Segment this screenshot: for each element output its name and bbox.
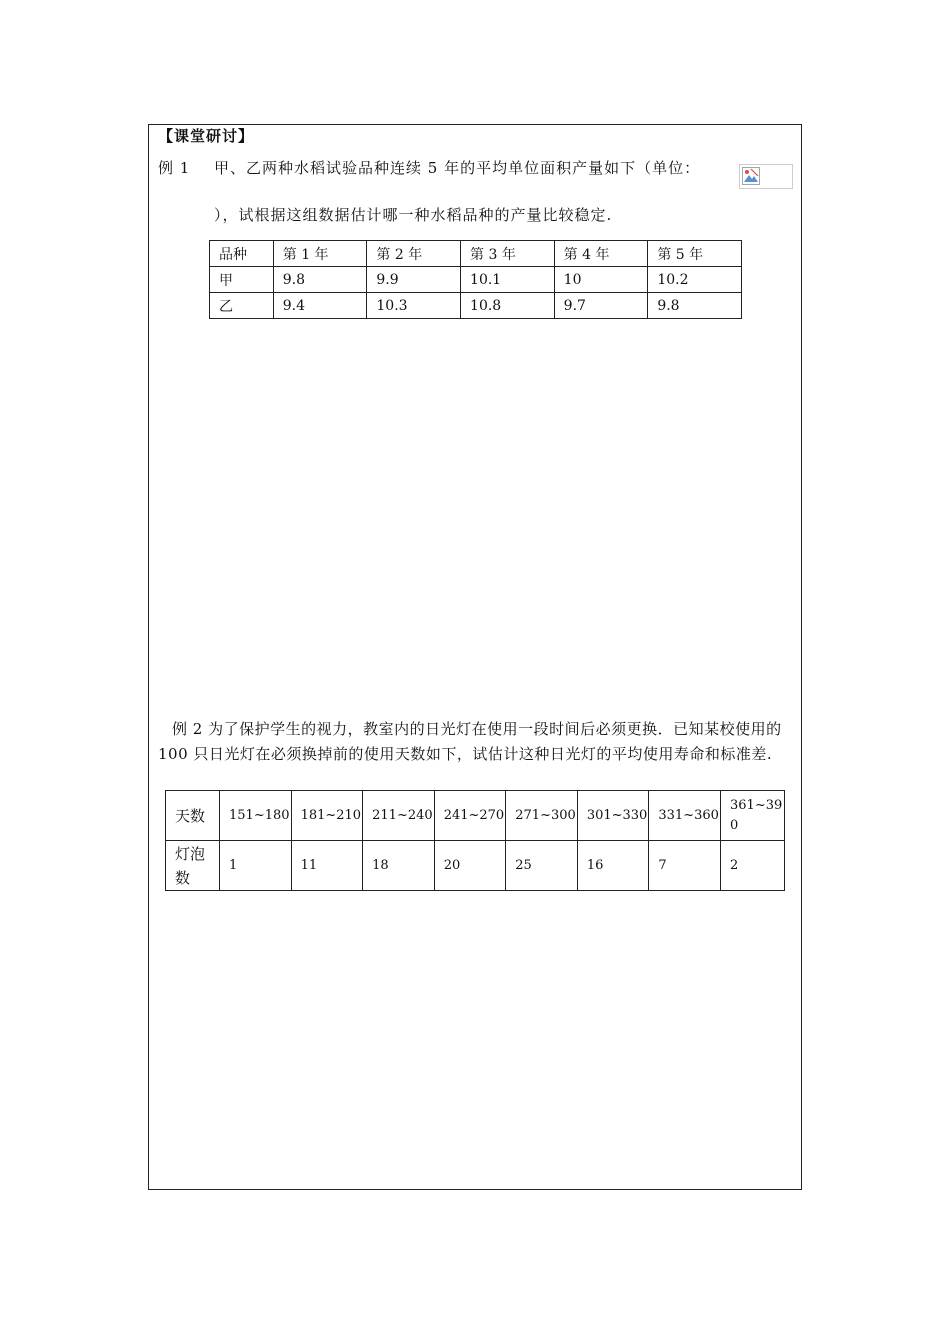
example1-line1	[158, 157, 700, 178]
table-cell: 1	[220, 841, 292, 891]
table-cell: 甲	[210, 267, 274, 293]
table-cell: 10.3	[367, 293, 461, 319]
table-cell: 301~330	[577, 791, 649, 841]
table-cell: 9.8	[273, 267, 367, 293]
table-cell: 361~390	[721, 791, 785, 841]
table-cell: 10.1	[461, 267, 555, 293]
table-cell: 241~270	[434, 791, 506, 841]
table-row	[210, 267, 742, 293]
table-cell: 10.2	[648, 267, 742, 293]
table-cell: 10	[554, 267, 648, 293]
table-cell: 18	[363, 841, 435, 891]
table-header-cell: 第 1 年	[273, 241, 367, 267]
table-header-row	[210, 241, 742, 267]
row-label-bulbs: 灯泡数	[166, 841, 220, 891]
table-cell: 9.7	[554, 293, 648, 319]
example2-text	[158, 717, 794, 767]
table-cell: 11	[291, 841, 363, 891]
table-header-cell: 第 4 年	[554, 241, 648, 267]
table-cell: 16	[577, 841, 649, 891]
table-cell: 20	[434, 841, 506, 891]
table-header-cell: 第 3 年	[461, 241, 555, 267]
table-cell: 9.4	[273, 293, 367, 319]
table-row	[166, 841, 785, 891]
section-title: 【课堂研讨】	[158, 127, 255, 145]
example2-paragraph: 例 2 为了保护学生的视力，教室内的日光灯在使用一段时间后必须更换．已知某校使用的 100 只日光灯在必须换掉前的使用天数如下，试估计这种日光灯的平均使用寿命和标准差.	[158, 720, 782, 763]
table-row	[166, 791, 785, 841]
table-cell: 10.8	[461, 293, 555, 319]
table-cell: 9.8	[648, 293, 742, 319]
example1-text-line1: 甲、乙两种水稻试验品种连续 5 年的平均单位面积产量如下（单位：	[214, 159, 701, 177]
table-row	[210, 293, 742, 319]
table-cell: 25	[506, 841, 578, 891]
table-cell: 271~300	[506, 791, 578, 841]
example1-label: 例 1	[158, 159, 191, 177]
table-cell: 211~240	[363, 791, 435, 841]
lamp-lifetime-table	[165, 790, 785, 891]
table-cell: 7	[649, 841, 721, 891]
broken-image-icon	[739, 164, 793, 189]
table-cell: 181~210	[291, 791, 363, 841]
table-cell: 331~360	[649, 791, 721, 841]
yield-table	[209, 240, 742, 319]
table-cell: 2	[721, 841, 785, 891]
example1-text-line2: ），试根据这组数据估计哪一种水稻品种的产量比较稳定.	[214, 206, 613, 224]
table-header-cell: 第 2 年	[367, 241, 461, 267]
table-cell: 乙	[210, 293, 274, 319]
table-cell: 151~180	[220, 791, 292, 841]
table-header-cell: 品种	[210, 241, 274, 267]
row-label-days: 天数	[166, 791, 220, 841]
table-cell: 9.9	[367, 267, 461, 293]
table-header-cell: 第 5 年	[648, 241, 742, 267]
